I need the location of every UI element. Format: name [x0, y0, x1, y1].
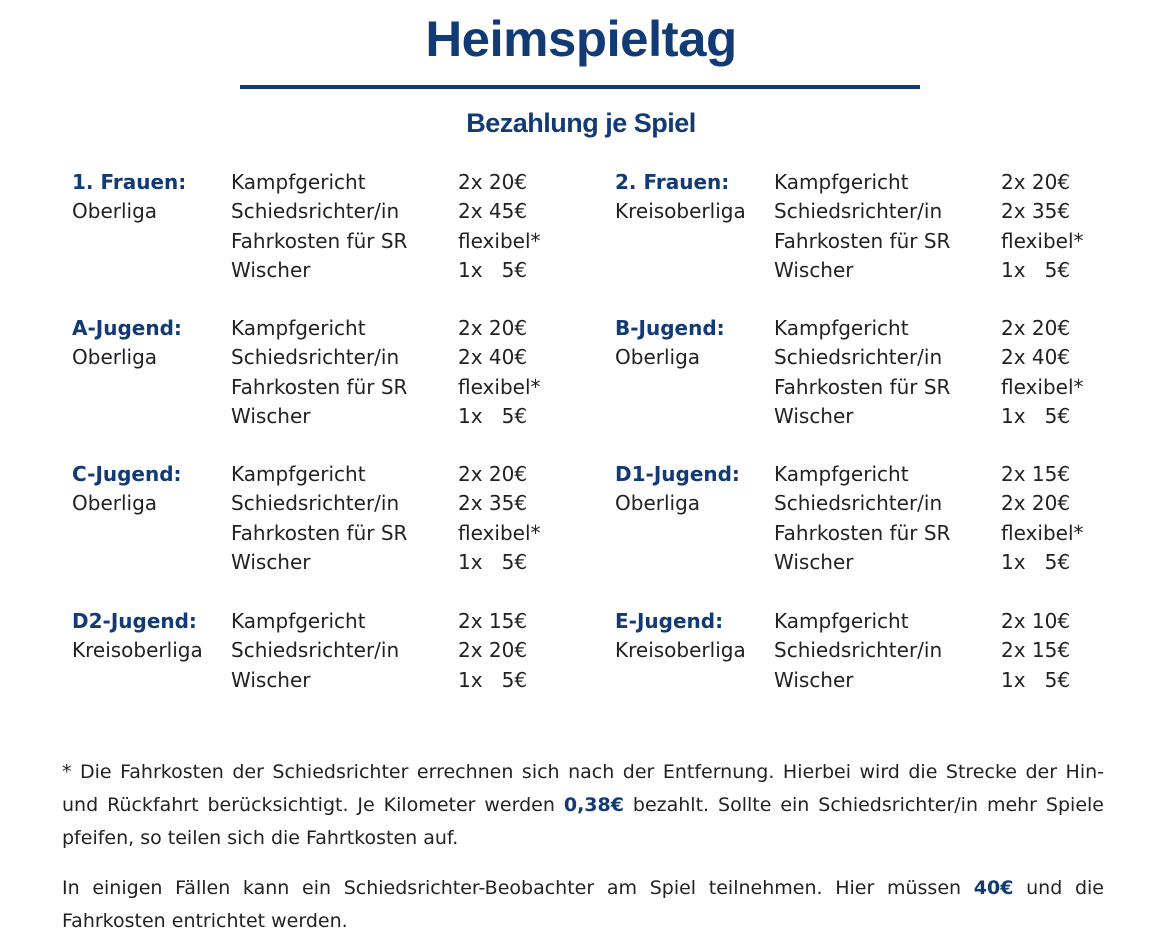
fee-price: 2x 15€ [1001, 462, 1071, 486]
fee-item: Kampfgericht [231, 170, 366, 194]
fee-item: Schiedsrichter/in [231, 199, 400, 224]
team-info [72, 460, 182, 519]
fee-prices [1001, 607, 1070, 695]
fee-price: 2x 35€ [458, 491, 528, 516]
fee-item: Fahrkosten für SR [774, 520, 951, 545]
fee-price: flexibel* [1001, 374, 1084, 399]
team-name: B-Jugend: [615, 316, 725, 340]
fee-price: 2x 10€ [1001, 609, 1071, 633]
fee-item: Schiedsrichter/in [231, 638, 400, 663]
fee-price: 2x 20€ [458, 638, 528, 663]
fee-price: 1x 5€ [458, 257, 528, 282]
fee-price: 2x 15€ [1001, 638, 1071, 663]
fee-items [231, 314, 407, 431]
fee-price: flexibel* [458, 520, 541, 545]
fee-price: 1x 5€ [1001, 403, 1071, 428]
team-info [72, 607, 203, 666]
team-info [72, 314, 182, 373]
fee-prices [458, 168, 541, 285]
km-rate: 0,38€ [563, 794, 624, 816]
fee-price: 2x 20€ [458, 170, 528, 194]
fee-item: Wischer [231, 257, 311, 282]
fee-price: 2x 40€ [458, 345, 528, 370]
fee-price: flexibel* [458, 228, 541, 253]
fee-price: 2x 15€ [458, 609, 528, 633]
team-name: C-Jugend: [72, 462, 182, 486]
fee-prices [458, 314, 541, 431]
fee-price: 2x 20€ [1001, 316, 1071, 340]
team-league: Oberliga [72, 491, 158, 516]
team-info [615, 168, 746, 227]
travel-cost-note [62, 756, 1104, 855]
observer-note [62, 872, 1104, 938]
fee-item: Kampfgericht [774, 170, 909, 194]
fee-price: 1x 5€ [1001, 549, 1071, 574]
fee-price: 2x 20€ [458, 316, 528, 340]
fee-item: Wischer [774, 403, 854, 428]
fee-item: Fahrkosten für SR [774, 374, 951, 399]
team-league: Kreisoberliga [72, 638, 203, 663]
fee-price: 2x 35€ [1001, 199, 1071, 224]
fee-item: Kampfgericht [774, 316, 909, 340]
fee-price: flexibel* [458, 374, 541, 399]
team-name: A-Jugend: [72, 316, 182, 340]
team-name: E-Jugend: [615, 609, 724, 633]
fee-item: Wischer [231, 403, 311, 428]
fee-item: Wischer [774, 257, 854, 282]
team-league: Oberliga [615, 491, 701, 516]
fee-price: 2x 20€ [1001, 491, 1071, 516]
team-name: 1. Frauen: [72, 170, 187, 194]
fee-price: 2x 40€ [1001, 345, 1071, 370]
fee-item: Wischer [231, 549, 311, 574]
fee-price: flexibel* [1001, 228, 1084, 253]
fee-items [774, 168, 950, 285]
fee-item: Kampfgericht [774, 462, 909, 486]
fee-prices [458, 460, 541, 577]
fee-price: 1x 5€ [458, 549, 528, 574]
fee-prices [1001, 168, 1084, 285]
note-text: * Die Fahrkosten der Schiedsrichter errechnen sich nach der Entfernung. Hierbei wird die Strecke der Hin- und Rückfahrt berücksichtigt. Je Kilometer werden [62, 761, 1104, 816]
fee-prices [458, 607, 527, 695]
fee-item: Kampfgericht [231, 609, 366, 633]
fee-item: Wischer [231, 667, 311, 692]
fee-price: 1x 5€ [1001, 257, 1071, 282]
team-league: Oberliga [615, 345, 701, 370]
team-name: D1-Jugend: [615, 462, 740, 486]
page-title: Heimspieltag [425, 11, 737, 67]
fee-prices [1001, 460, 1084, 577]
team-league: Oberliga [72, 345, 158, 370]
fee-item: Schiedsrichter/in [231, 345, 400, 370]
fee-item: Fahrkosten für SR [231, 520, 408, 545]
team-name: D2-Jugend: [72, 609, 197, 633]
note-text: und die Fahrkosten entrichtet werden. [62, 877, 1104, 932]
team-league: Kreisoberliga [615, 199, 746, 224]
fee-items [774, 314, 950, 431]
fee-item: Kampfgericht [774, 609, 909, 633]
fee-items [231, 607, 399, 695]
fee-price: 2x 20€ [458, 462, 528, 486]
fee-price: 2x 20€ [1001, 170, 1071, 194]
fee-item: Fahrkosten für SR [774, 228, 951, 253]
fee-item: Schiedsrichter/in [774, 199, 943, 224]
fee-item: Schiedsrichter/in [231, 491, 400, 516]
fee-items [774, 607, 942, 695]
page-subtitle: Bezahlung je Spiel [466, 108, 696, 138]
team-info [615, 314, 725, 373]
fee-price: 1x 5€ [458, 403, 528, 428]
team-name: 2. Frauen: [615, 170, 730, 194]
fee-items [231, 168, 407, 285]
fee-item: Kampfgericht [231, 316, 366, 340]
fee-price: 1x 5€ [458, 667, 528, 692]
fee-items [231, 460, 407, 577]
fee-prices [1001, 314, 1084, 431]
fee-item: Schiedsrichter/in [774, 638, 943, 663]
fee-item: Wischer [774, 667, 854, 692]
team-info [615, 460, 740, 519]
observer-fee: 40€ [973, 877, 1014, 899]
fee-item: Fahrkosten für SR [231, 228, 408, 253]
title-divider [240, 85, 920, 89]
team-league: Kreisoberliga [615, 638, 746, 663]
fee-item: Kampfgericht [231, 462, 366, 486]
fee-item: Schiedsrichter/in [774, 491, 943, 516]
fee-price: 2x 45€ [458, 199, 528, 224]
fee-item: Wischer [774, 549, 854, 574]
note-text: bezahlt. Sollte ein Schiedsrichter/in mehr Spiele pfeifen, so teilen sich die Fahrtkosten auf. [62, 794, 1104, 849]
fee-price: flexibel* [1001, 520, 1084, 545]
fee-price: 1x 5€ [1001, 667, 1071, 692]
note-text: In einigen Fällen kann ein Schiedsrichter-Beobachter am Spiel teilnehmen. Hier müssen [62, 877, 974, 899]
fee-item: Schiedsrichter/in [774, 345, 943, 370]
team-info [72, 168, 186, 227]
team-league: Oberliga [72, 199, 158, 224]
fee-items [774, 460, 950, 577]
fee-item: Fahrkosten für SR [231, 374, 408, 399]
team-info [615, 607, 746, 666]
